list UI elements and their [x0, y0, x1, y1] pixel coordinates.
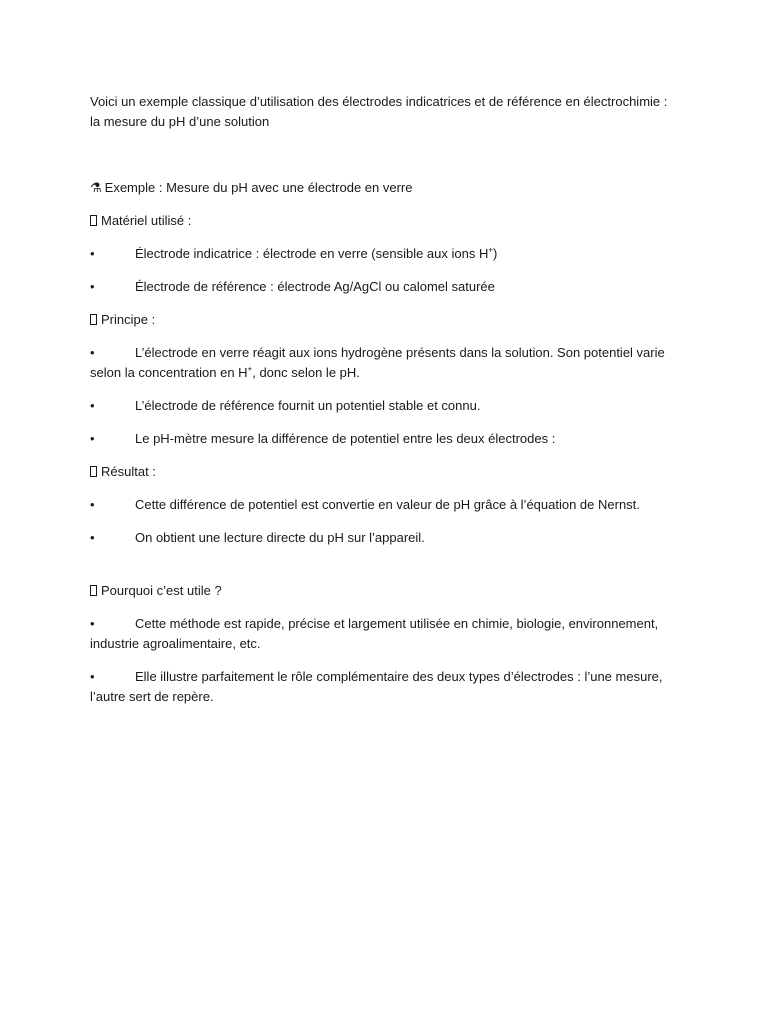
materiel-heading	[90, 211, 680, 231]
bullet-icon: •	[90, 669, 95, 684]
list-item: • Électrode indicatrice : électrode en verre (sensible aux ions H+)	[90, 244, 680, 264]
example-heading-text: Exemple : Mesure du pH avec une électrode en verre	[104, 180, 413, 195]
list-item: • L’électrode de référence fournit un potentiel stable et connu.	[90, 396, 680, 416]
materiel-heading-text: Matériel utilisé :	[101, 213, 192, 228]
bullet-icon: •	[90, 398, 95, 413]
principe-heading	[90, 310, 680, 330]
bullet-icon: •	[90, 345, 95, 360]
missing-glyph-box-icon	[90, 466, 97, 477]
missing-glyph-box-icon	[90, 585, 97, 596]
bullet-icon: •	[90, 246, 95, 261]
list-item: • Électrode de référence : électrode Ag/AgCl ou calomel saturée	[90, 277, 680, 297]
list-item: • Cette méthode est rapide, précise et largement utilisée en chimie, biologie, environnement, industrie agroalimentaire, etc.	[90, 616, 659, 651]
bullet-icon: •	[90, 616, 95, 631]
missing-glyph-box-icon	[90, 215, 97, 226]
principe-heading-text: Principe :	[101, 312, 156, 327]
document-body	[90, 92, 680, 720]
list-item: • Cette différence de potentiel est convertie en valeur de pH grâce à l’équation de Nernst.	[90, 495, 680, 515]
bullet-icon: •	[90, 497, 95, 512]
missing-glyph-box-icon	[90, 314, 97, 325]
bullet-icon: •	[90, 530, 95, 545]
list-item: • L’électrode en verre réagit aux ions hydrogène présents dans la solution. Son potentiel varie selon la concentration en H+, donc selon le pH.	[90, 345, 665, 380]
example-heading	[90, 178, 680, 198]
resultat-heading-text: Résultat :	[101, 464, 156, 479]
list-item: • Elle illustre parfaitement le rôle complémentaire des deux types d’électrodes : l’une mesure, l’autre sert de repère.	[90, 669, 663, 704]
resultat-heading	[90, 462, 680, 482]
bullet-icon: •	[90, 279, 95, 294]
list-item: • Le pH-mètre mesure la différence de potentiel entre les deux électrodes :	[90, 429, 680, 449]
intro-paragraph: Voici un exemple classique d’utilisation des électrodes indicatrices et de référence en électrochimie : la mesure du pH d’une solution	[90, 94, 668, 129]
pourquoi-heading	[90, 581, 680, 601]
pourquoi-heading-text: Pourquoi c’est utile ?	[101, 583, 222, 598]
flask-icon: ⚗	[90, 180, 102, 195]
list-item: • On obtient une lecture directe du pH sur l’appareil.	[90, 528, 680, 548]
bullet-icon: •	[90, 431, 95, 446]
